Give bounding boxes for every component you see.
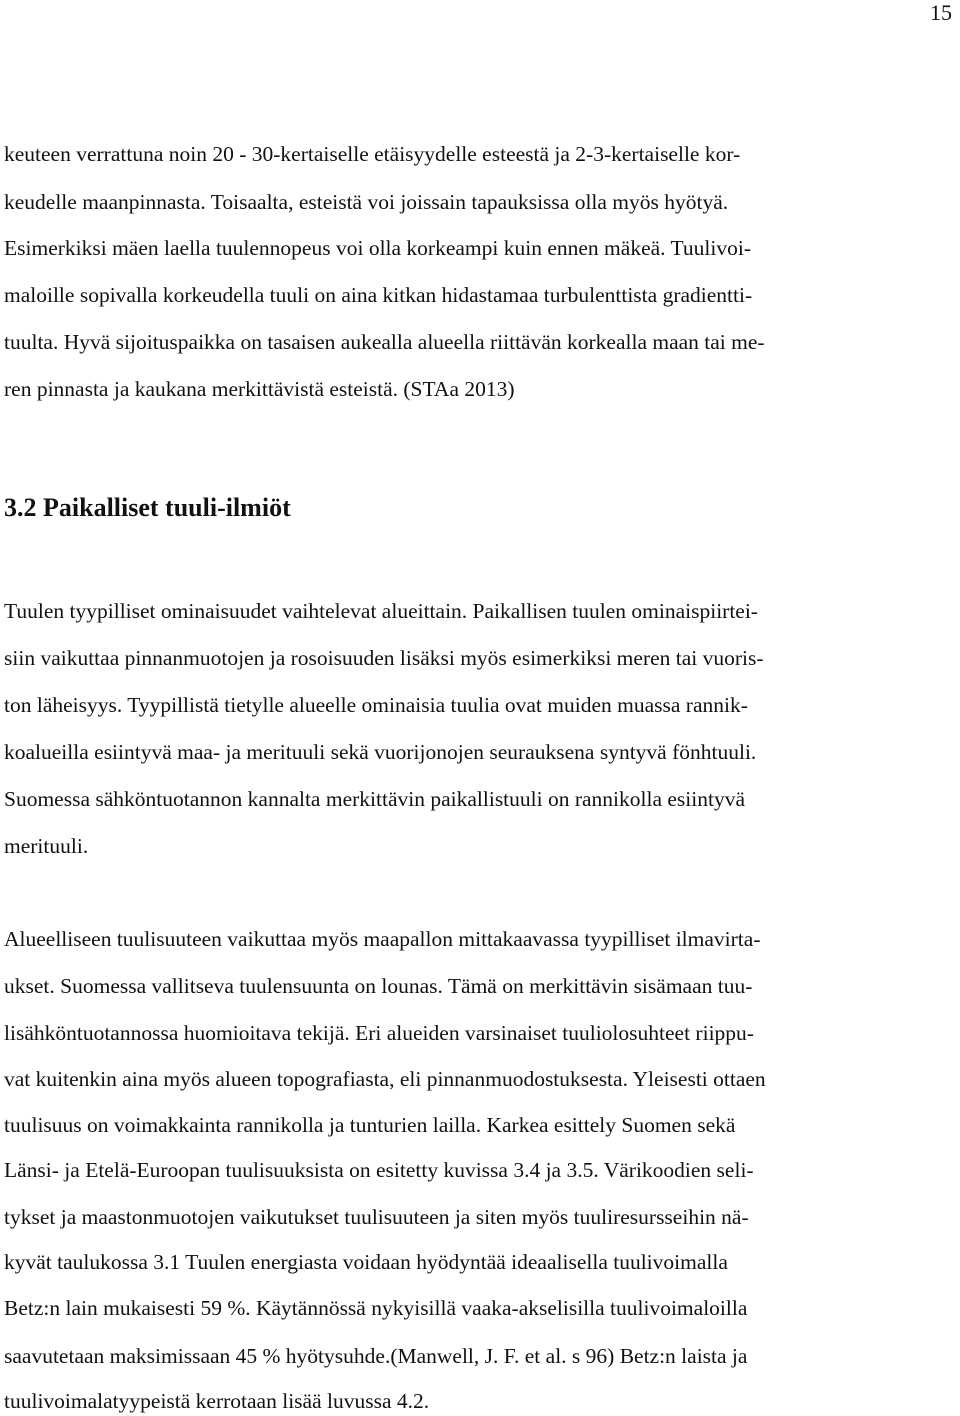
text-line: tuulisuus on voimakkainta rannikolla ja tunturien lailla. Karkea esittely Suomen sekä (4, 1113, 736, 1137)
text-line: keudelle maanpinnasta. Toisaalta, esteistä voi joissain tapauksissa olla myös hyötyä. (4, 190, 729, 214)
text-line: Länsi- ja Etelä-Euroopan tuulisuuksista on esitetty kuvissa 3.4 ja 3.5. Värikoodien seli- (4, 1158, 754, 1182)
text-line: koalueilla esiintyvä maa- ja merituuli sekä vuorijonojen seurauksena syntyvä fönhtuuli. (4, 740, 757, 764)
text-line: merituuli. (4, 834, 89, 858)
text-line: ren pinnasta ja kaukana merkittävistä esteistä. (STAa 2013) (4, 377, 515, 401)
text-line: Betz:n lain mukaisesti 59 %. Käytännössä nykyisillä vaaka-akselisilla tuulivoimaloilla (4, 1296, 748, 1320)
text-line: tuulta. Hyvä sijoituspaikka on tasaisen aukealla alueella riittävän korkealla maan tai me- (4, 330, 765, 354)
text-line: Suomessa sähköntuotannon kannalta merkittävin paikallistuuli on rannikolla esiintyvä (4, 787, 746, 811)
text-line: Alueelliseen tuulisuuteen vaikuttaa myös maapallon mittakaavassa tyypilliset ilmavirta- (4, 927, 761, 951)
text-line: saavutetaan maksimissaan 45 % hyötysuhde.(Manwell, J. F. et al. s 96) Betz:n laista ja (4, 1344, 748, 1368)
text-line: ton läheisyys. Tyypillistä tietylle alueelle ominaisia tuulia ovat muiden muassa rannik- (4, 693, 748, 717)
text-line: maloille sopivalla korkeudella tuuli on aina kitkan hidastamaa turbulenttista gradientti- (4, 283, 753, 307)
text-line: keuteen verrattuna noin 20 - 30-kertaiselle etäisyydelle esteestä ja 2-3-kertaiselle kor- (4, 142, 741, 166)
text-line: Esimerkiksi mäen laella tuulennopeus voi olla korkeampi kuin ennen mäkeä. Tuulivoi- (4, 236, 751, 260)
text-line: tykset ja maastonmuotojen vaikutukset tuulisuuteen ja siten myös tuuliresursseihin nä- (4, 1205, 749, 1229)
text-line: vat kuitenkin aina myös alueen topografiasta, eli pinnanmuodostuksesta. Yleisesti ottaen (4, 1067, 766, 1091)
text-line: tuulivoimalatyypeistä kerrotaan lisää luvussa 4.2. (4, 1389, 430, 1413)
page-number: 15 (930, 0, 952, 25)
text-line: ukset. Suomessa vallitseva tuulensuunta on lounas. Tämä on merkittävin sisämaan tuu- (4, 974, 753, 998)
section-heading: 3.2 Paikalliset tuuli-ilmiöt (4, 493, 291, 522)
text-line: siin vaikuttaa pinnanmuotojen ja rosoisuuden lisäksi myös esimerkiksi meren tai vuoris- (4, 646, 764, 670)
text-line: lisähköntuotannossa huomioitava tekijä. Eri alueiden varsinaiset tuuliolosuhteet riippu- (4, 1021, 754, 1045)
text-line: kyvät taulukossa 3.1 Tuulen energiasta voidaan hyödyntää ideaalisella tuulivoimalla (4, 1250, 728, 1274)
text-line: Tuulen tyypilliset ominaisuudet vaihtelevat alueittain. Paikallisen tuulen ominaispiirtei- (4, 599, 758, 623)
